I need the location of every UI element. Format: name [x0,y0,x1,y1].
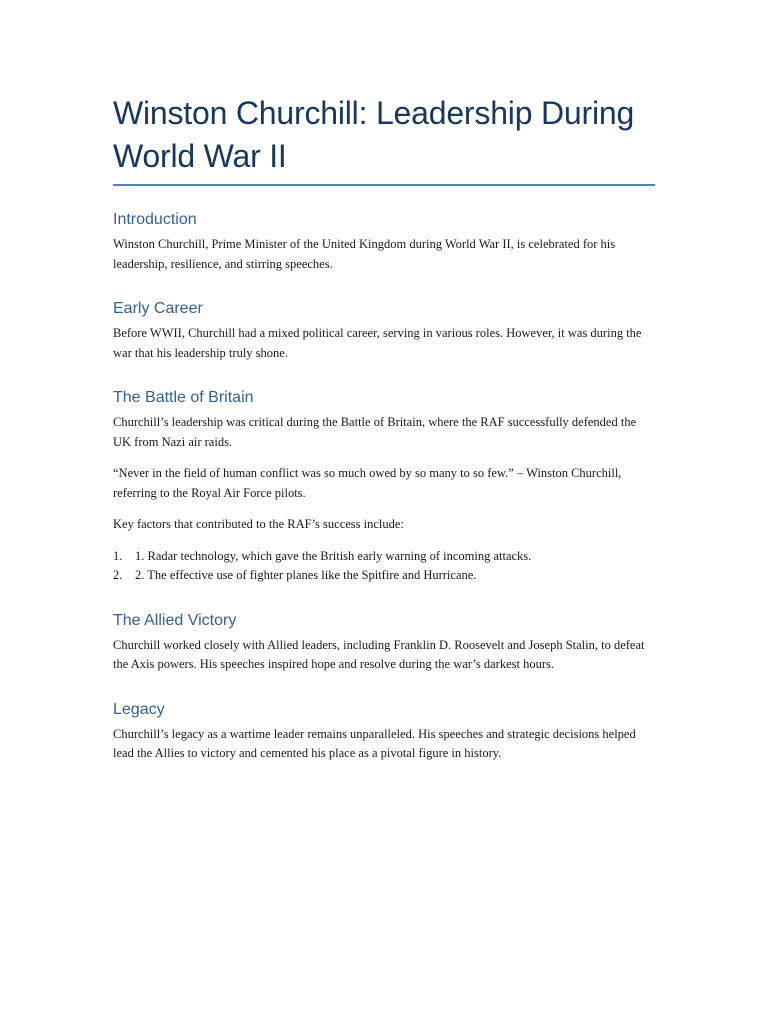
document-page [113,92,655,789]
list-item-text: 1. Radar technology, which gave the British early warning of incoming attacks. [135,548,532,563]
list-item-text: 2. The effective use of fighter planes like the Spitfire and Hurricane. [135,568,477,582]
paragraph: Before WWII, Churchill had a mixed political career, serving in various roles. However, it was during the war that his leadership truly shone. [113,326,642,360]
section-heading: The Battle of Britain [113,389,254,406]
list-marker: 2. [113,568,123,582]
section-introduction [113,210,655,274]
title-underline [113,184,655,186]
paragraph: Churchill’s leadership was critical during the Battle of Britain, where the RAF successfully defended the UK from Nazi air raids. [113,415,637,449]
section-heading: Legacy [113,700,165,718]
paragraph: Key factors that contributed to the RAF’s success include: [113,517,404,531]
list-marker: 1. [113,548,123,563]
paragraph: Churchill’s legacy as a wartime leader remains unparalleled. His speeches and strategic decisions helped lead the Allies to victory and cemented his place as a pivotal figure in history. [113,726,636,760]
section-heading: Early Career [113,300,203,317]
section-heading: The Allied Victory [113,611,237,629]
list-item [113,547,655,567]
document-title: Winston Churchill: Leadership During World War II [113,95,635,174]
paragraph: Churchill worked closely with Allied leaders, including Franklin D. Roosevelt and Joseph Stalin, to defeat the Axis powers. His speeches inspired hope and resolve during the war’s darkest hours. [113,637,645,671]
section-legacy [113,700,655,764]
section-battle-of-britain [113,388,655,586]
key-factors-list [113,547,655,586]
section-heading: Introduction [113,211,197,228]
quote-paragraph: “Never in the field of human conflict was so much owed by so many to so few.” – Winston Churchill, referring to the Royal Air Force pilots. [113,466,622,500]
list-item [113,566,655,586]
paragraph: Winston Churchill, Prime Minister of the United Kingdom during World War II, is celebrated for his leadership, resilience, and stirring speeches. [113,237,616,271]
section-allied-victory [113,611,655,675]
section-early-career [113,299,655,363]
